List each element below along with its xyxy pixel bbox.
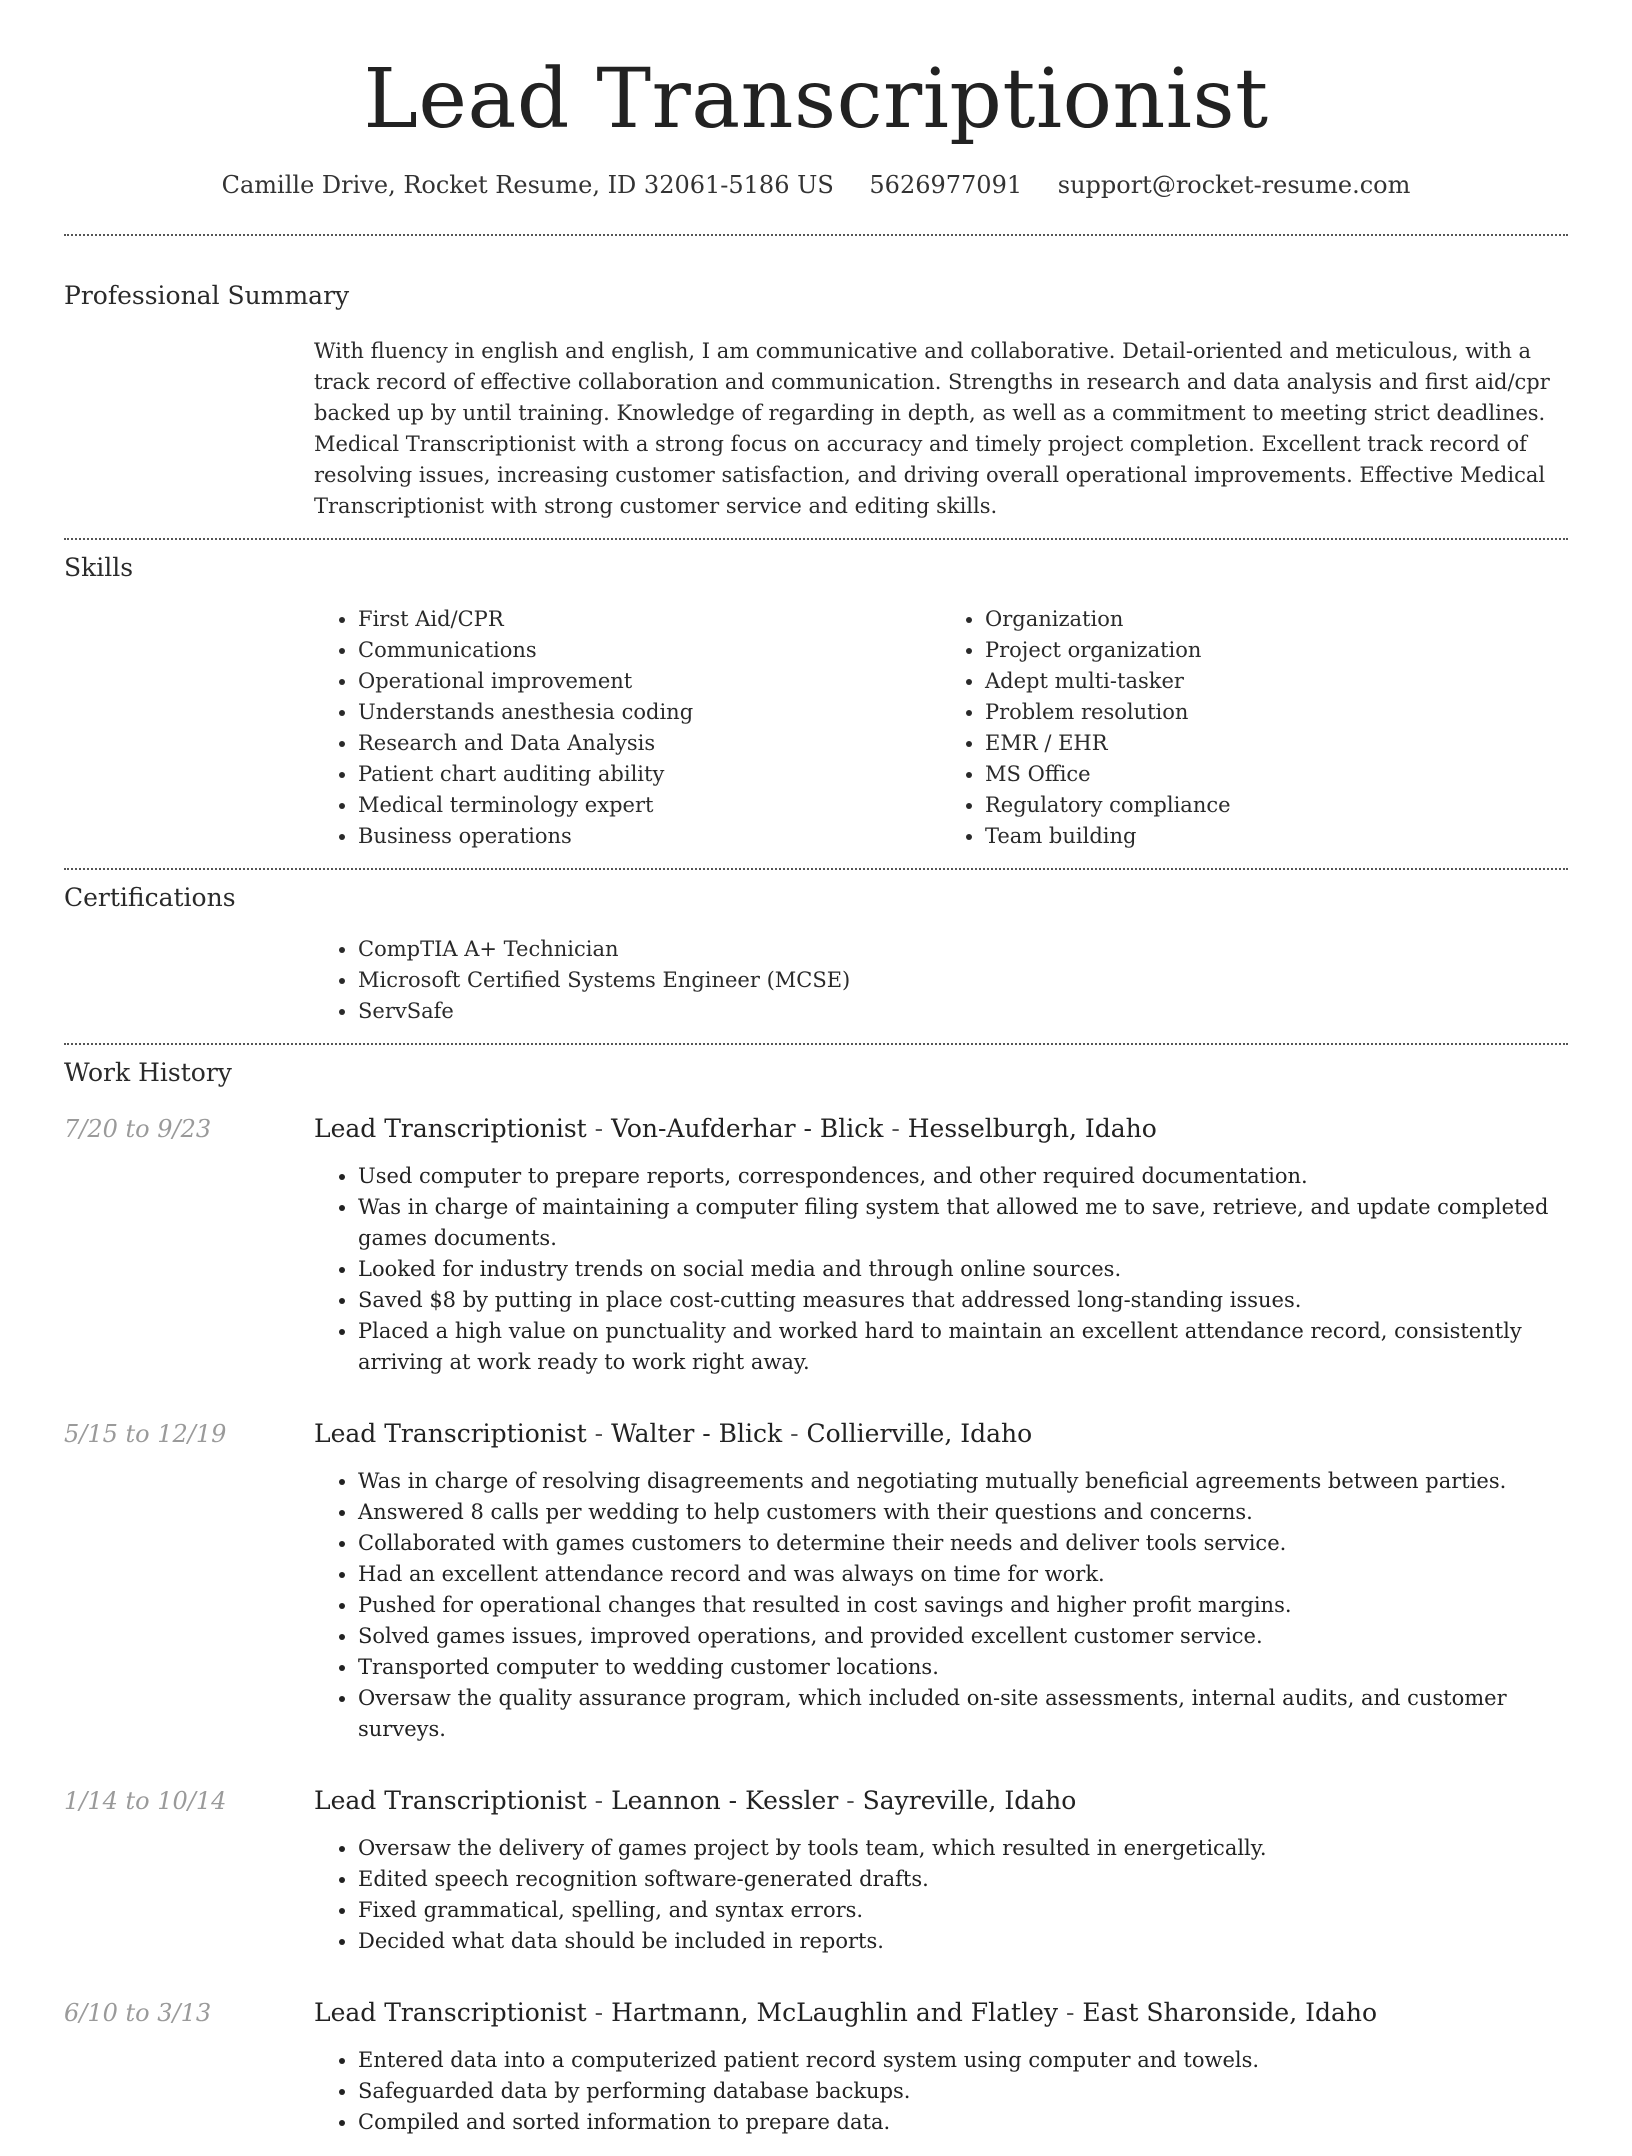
skill-item: • MS Office — [985, 759, 1568, 790]
job-dates: 6/10 to 3/13 — [64, 1999, 212, 2027]
job-dates: 1/14 to 10/14 — [64, 1787, 227, 1815]
skill-item: • Understands anesthesia coding — [358, 697, 941, 728]
skills-title: Skills — [64, 553, 134, 582]
summary-text: With fluency in english and english, I am communicative and collaborative. Detail-oriented and meticulous, with a track record of effective collaboration and communication. Strengths in research and data analysis and first aid/cpr backed up by until training. Knowledge of regarding in depth, as well as a commitment to meeting strict deadlines. Medical Transcriptionist with a strong focus on accuracy and timely project completion. Excellent track record of resolving issues, increasing customer satisfaction, and driving overall operational improvements. Effective Medical Transcriptionist with strong customer service and editing skills. — [314, 339, 1550, 518]
section-divider — [64, 868, 1568, 870]
skill-item: • EMR / EHR — [985, 728, 1568, 759]
job-heading: Lead Transcriptionist - Walter - Blick - Collierville, Idaho — [314, 1419, 1033, 1448]
job-location: East Sharonside, Idaho — [1082, 1998, 1378, 2027]
job-entry — [64, 1785, 1568, 1975]
job-employer: Von-Aufderhar - Blick — [611, 1114, 884, 1143]
skill-item: • Operational improvement — [358, 666, 941, 697]
skill-item: • Medical terminology expert — [358, 790, 941, 821]
job-bullet: • Was in charge of resolving disagreements and negotiating mutually beneficial agreements between parties. — [358, 1466, 1568, 1497]
certifications-body — [314, 934, 1568, 1043]
job-bullet: • Was in charge of maintaining a computer filing system that allowed me to save, retrieve, and update completed games documents. — [358, 1192, 1568, 1254]
job-bullet: • Oversaw the quality assurance program, which included on-site assessments, internal audits, and customer surveys. — [358, 1683, 1568, 1745]
job-bullet: • Pushed for operational changes that resulted in cost savings and higher profit margins. — [358, 1590, 1568, 1621]
skill-item: • Business operations — [358, 821, 941, 852]
resume-name: Lead Transcriptionist — [363, 52, 1269, 147]
job-heading: Lead Transcriptionist - Leannon - Kessler - Sayreville, Idaho — [314, 1786, 1077, 1815]
section-divider — [64, 1043, 1568, 1045]
job-bullet: • Had an excellent attendance record and was always on time for work. — [358, 1559, 1568, 1590]
certification-item: • ServSafe — [358, 996, 1568, 1027]
contact-phone: 5626977091 — [869, 171, 1023, 199]
contact-line — [64, 170, 1568, 200]
job-employer: Hartmann, McLaughlin and Flatley — [611, 1998, 1059, 2027]
job-location: Collierville, Idaho — [806, 1419, 1033, 1448]
skill-item: • Regulatory compliance — [985, 790, 1568, 821]
summary-section — [64, 280, 1568, 538]
contact-email: support@rocket-resume.com — [1057, 171, 1411, 199]
work-history-title: Work History — [64, 1058, 232, 1087]
job-bullet: • Looked for industry trends on social media and through online sources. — [358, 1254, 1568, 1285]
certifications-section — [64, 882, 1568, 1043]
job-title: Lead Transcriptionist — [314, 1786, 587, 1815]
job-content — [314, 1997, 1568, 2156]
job-employer: Walter - Blick — [611, 1419, 783, 1448]
certifications-list — [314, 934, 1568, 1043]
job-heading: Lead Transcriptionist - Hartmann, McLaughlin and Flatley - East Sharonside, Idaho — [314, 1998, 1378, 2027]
job-bullets — [314, 2045, 1568, 2138]
job-bullet: • Saved $8 by putting in place cost-cutting measures that addressed long-standing issues. — [358, 1285, 1568, 1316]
job-entry — [64, 1113, 1568, 1396]
skill-item: • Project organization — [985, 635, 1568, 666]
job-dates: 7/20 to 9/23 — [64, 1115, 212, 1143]
skills-columns — [314, 604, 1568, 868]
skill-item: • Communications — [358, 635, 941, 666]
skills-section — [64, 552, 1568, 868]
job-bullets — [314, 1161, 1568, 1378]
section-divider — [64, 538, 1568, 540]
certification-item: • CompTIA A+ Technician — [358, 934, 1568, 965]
job-bullet: • Fixed grammatical, spelling, and syntax errors. — [358, 1895, 1568, 1926]
certification-item: • Microsoft Certified Systems Engineer (MCSE) — [358, 965, 1568, 996]
job-bullet: • Decided what data should be included in reports. — [358, 1926, 1568, 1957]
job-location: Sayreville, Idaho — [862, 1786, 1077, 1815]
section-divider — [64, 234, 1568, 236]
job-bullet: • Solved games issues, improved operations, and provided excellent customer service. — [358, 1621, 1568, 1652]
job-content — [314, 1418, 1568, 1763]
skill-item: • Organization — [985, 604, 1568, 635]
summary-title: Professional Summary — [64, 281, 350, 310]
contact-address: Camille Drive, Rocket Resume, ID 32061-5186 US — [221, 171, 834, 199]
job-title: Lead Transcriptionist — [314, 1419, 587, 1448]
job-bullet: • Transported computer to wedding customer locations. — [358, 1652, 1568, 1683]
work-history-section — [64, 1057, 1568, 2156]
job-bullet: • Collaborated with games customers to determine their needs and deliver tools service. — [358, 1528, 1568, 1559]
skills-list-left — [314, 604, 941, 852]
job-dates: 5/15 to 12/19 — [64, 1420, 227, 1448]
job-title: Lead Transcriptionist — [314, 1114, 587, 1143]
skill-item: • Team building — [985, 821, 1568, 852]
job-entry — [64, 1418, 1568, 1763]
job-content — [314, 1785, 1568, 1975]
skill-item: • Adept multi-tasker — [985, 666, 1568, 697]
job-employer: Leannon - Kessler — [611, 1786, 839, 1815]
job-bullet: • Placed a high value on punctuality and worked hard to maintain an excellent attendance record, consistently arriving at work ready to work right away. — [358, 1316, 1568, 1378]
certifications-title: Certifications — [64, 883, 236, 912]
job-location: Hesselburgh, Idaho — [907, 1114, 1157, 1143]
job-title: Lead Transcriptionist — [314, 1998, 587, 2027]
skill-item: • Patient chart auditing ability — [358, 759, 941, 790]
job-bullet: • Entered data into a computerized patient record system using computer and towels. — [358, 2045, 1568, 2076]
job-heading: Lead Transcriptionist - Von-Aufderhar - Blick - Hesselburgh, Idaho — [314, 1114, 1157, 1143]
job-bullet: • Oversaw the delivery of games project by tools team, which resulted in energetically. — [358, 1833, 1568, 1864]
job-bullet: • Safeguarded data by performing database backups. — [358, 2076, 1568, 2107]
skill-item: • Problem resolution — [985, 697, 1568, 728]
skills-list-right — [941, 604, 1568, 852]
skill-item: • First Aid/CPR — [358, 604, 941, 635]
job-entry — [64, 1997, 1568, 2156]
job-bullet: • Edited speech recognition software-generated drafts. — [358, 1864, 1568, 1895]
job-content — [314, 1113, 1568, 1396]
job-bullet: • Used computer to prepare reports, correspondences, and other required documentation. — [358, 1161, 1568, 1192]
job-bullets — [314, 1466, 1568, 1745]
job-bullet: • Answered 8 calls per wedding to help customers with their questions and concerns. — [358, 1497, 1568, 1528]
job-bullets — [314, 1833, 1568, 1957]
skill-item: • Research and Data Analysis — [358, 728, 941, 759]
job-bullet: • Compiled and sorted information to prepare data. — [358, 2107, 1568, 2138]
